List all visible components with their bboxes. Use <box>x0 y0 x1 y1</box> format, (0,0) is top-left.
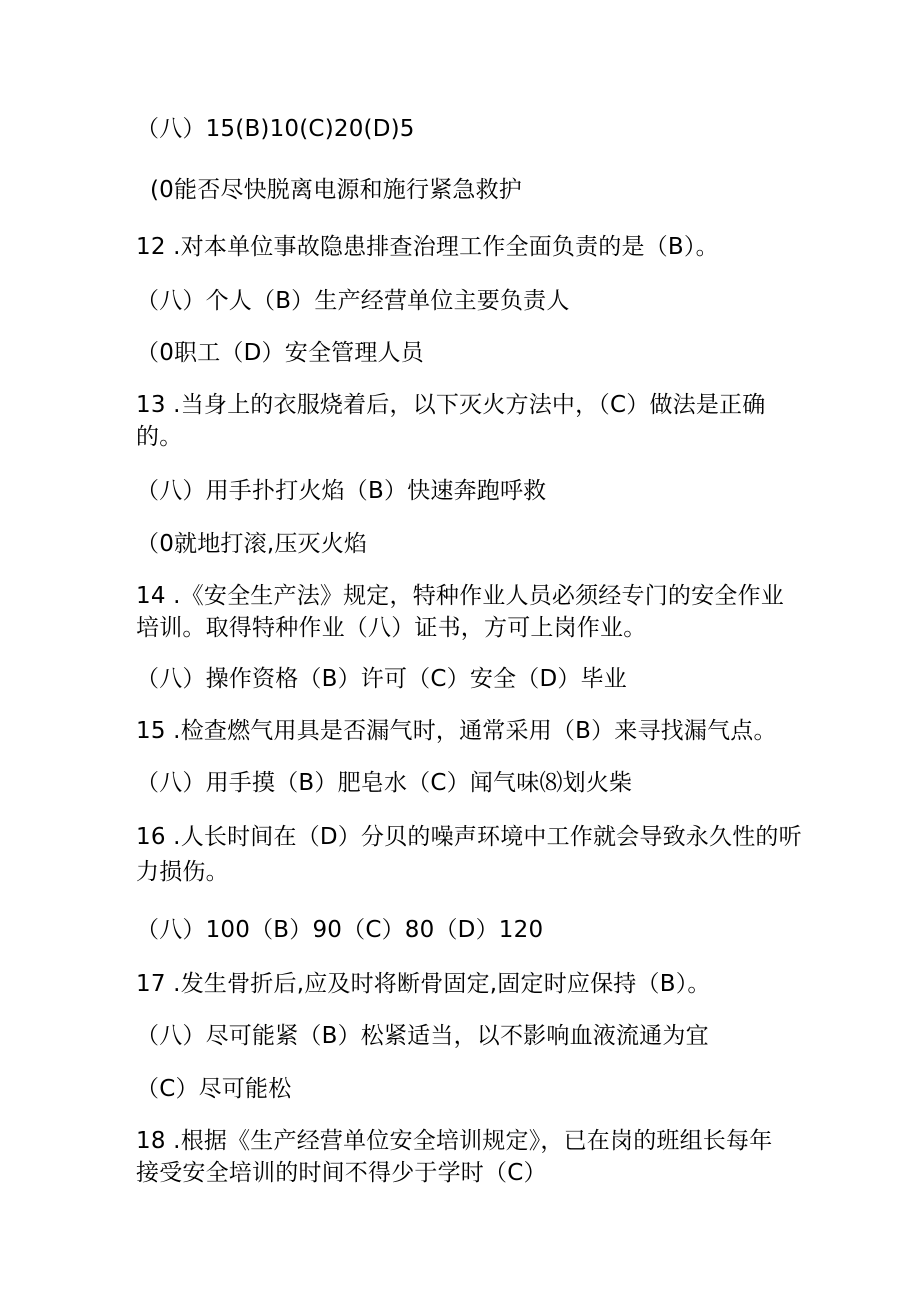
question-16: 16 .人长时间在（D）分贝的噪声环境中工作就会导致永久性的听 <box>136 824 802 850</box>
option-line: （0就地打滚,压灭火焰 <box>136 531 368 557</box>
question-17: 17 .发生骨折后,应及时将断骨固定,固定时应保持（B）。 <box>136 971 711 997</box>
option-line: （八）100（B）90（C）80（D）120 <box>136 917 544 943</box>
option-line: （C）尽可能松 <box>136 1076 292 1102</box>
option-line: （八）尽可能紧（B）松紧适当，以不影响血液流通为宜 <box>136 1023 709 1049</box>
question-12: 12 .对本单位事故隐患排查治理工作全面负责的是（B）。 <box>136 234 719 260</box>
question-13-continued: 的。 <box>136 424 183 450</box>
question-18: 18 .根据《生产经营单位安全培训规定》，已在岗的班组长每年 <box>136 1128 773 1154</box>
option-line: （八）操作资格（B）许可（C）安全（D）毕业 <box>136 666 627 692</box>
question-15: 15 .检查燃气用具是否漏气时，通常采用（B）来寻找漏气点。 <box>136 718 777 744</box>
option-line: （八）用手摸（B）肥皂水（C）闻气味⑻划火柴 <box>136 770 633 796</box>
option-line: （八）15(B)10(C)20(D)5 <box>136 116 415 142</box>
question-16-continued: 力损伤。 <box>136 859 229 885</box>
option-line: （八）个人（B）生产经营单位主要负责人 <box>136 288 570 314</box>
question-18-continued: 接受安全培训的时间不得少于学时（C） <box>136 1160 547 1186</box>
option-line: (0能否尽快脱离电源和施行紧急救护 <box>150 177 523 203</box>
option-line: （八）用手扑打火焰（B）快速奔跑呼救 <box>136 478 547 504</box>
option-line: （0职工（D）安全管理人员 <box>136 340 424 366</box>
question-14: 14 .《安全生产法》规定，特种作业人员必须经专门的安全作业 <box>136 583 784 609</box>
question-13: 13 .当身上的衣服烧着后，以下灭火方法中，（C）做法是正确 <box>136 392 766 418</box>
question-14-continued: 培训。取得特种作业（八）证书，方可上岗作业。 <box>136 615 647 641</box>
